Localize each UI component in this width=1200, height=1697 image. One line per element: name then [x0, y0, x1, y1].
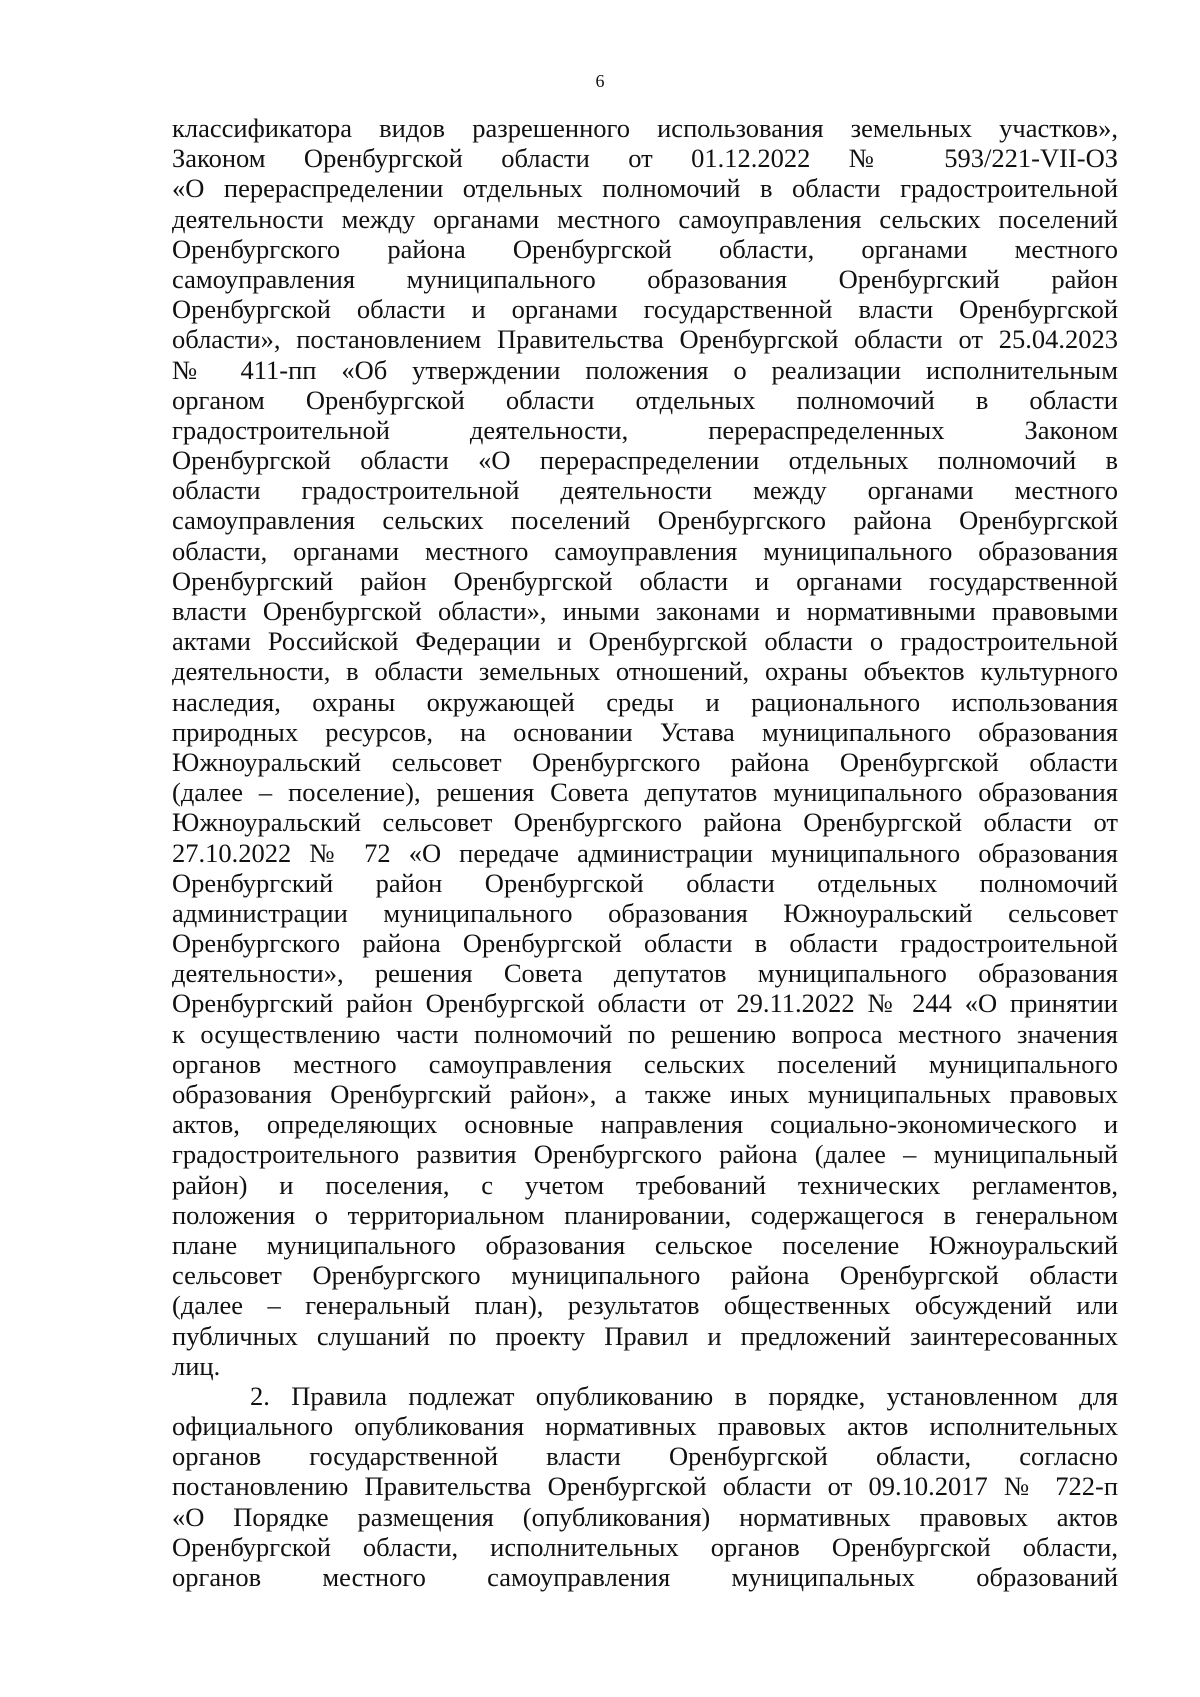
- text-line: органов местного самоуправления муниципальных образований: [172, 1562, 1118, 1592]
- text-line: Законом Оренбургской области от 01.12.2022 № 593/221-VII-ОЗ: [172, 143, 1118, 174]
- text-line: администрации муниципального образования Южноуральский сельсовет: [172, 897, 1118, 928]
- text-line: власти Оренбургской области», иными законами и нормативными правовыми: [172, 596, 1118, 626]
- text-line: градостроительного развития Оренбургского района (далее – муниципальный: [172, 1139, 1118, 1170]
- text-line: области, органами местного самоуправления муниципального образования: [172, 535, 1118, 566]
- text-line: публичных слушаний по проекту Правил и предложений заинтересованных: [172, 1320, 1118, 1351]
- text-line: органов государственной власти Оренбургской области, согласно: [172, 1441, 1118, 1472]
- text-line: Оренбургской области и органами государственной власти Оренбургской: [172, 294, 1118, 325]
- text-line: (далее – поселение), решения Совета депутатов муниципального образования: [172, 777, 1118, 808]
- text-line: Южноуральский сельсовет Оренбургского района Оренбургской области: [172, 746, 1118, 777]
- text-line: (далее – генеральный план), результатов общественных обсуждений или: [172, 1290, 1118, 1321]
- text-line: 27.10.2022 № 72 «О передаче администрации муниципального образования: [172, 837, 1118, 868]
- text-line: Оренбургский район Оренбургской области отдельных полномочий: [172, 867, 1118, 898]
- text-line: наследия, охраны окружающей среды и рационального использования: [172, 686, 1118, 717]
- text-line: официального опубликования нормативных правовых актов исполнительных: [172, 1411, 1118, 1442]
- text-line: актами Российской Федерации и Оренбургской области о градостроительной: [172, 626, 1118, 657]
- text-line: Оренбургской области «О перераспределении отдельных полномочий в: [172, 445, 1118, 476]
- text-line: Оренбургской области, исполнительных органов Оренбургской области,: [172, 1531, 1118, 1562]
- text-line: классификатора видов разрешенного использования земельных участков»,: [172, 113, 1118, 143]
- text-line: области», постановлением Правительства Оренбургской области от 25.04.2023: [172, 324, 1118, 355]
- text-line: самоуправления муниципального образования Оренбургский район: [172, 263, 1118, 294]
- text-line: самоуправления сельских поселений Оренбургского района Оренбургской: [172, 505, 1118, 536]
- text-line: деятельности, в области земельных отношений, охраны объектов культурного: [172, 656, 1118, 687]
- text-line: «О перераспределении отдельных полномочий в области градостроительной: [172, 173, 1118, 204]
- text-line: «О Порядке размещения (опубликования) нормативных правовых актов: [172, 1501, 1118, 1532]
- text-line: Оренбургского района Оренбургской области, органами местного: [172, 233, 1118, 264]
- text-line: органов местного самоуправления сельских поселений муниципального: [172, 1048, 1118, 1079]
- text-line: плане муниципального образования сельское поселение Южноуральский: [172, 1229, 1118, 1260]
- text-line: образования Оренбургский район», а также иных муниципальных правовых: [172, 1079, 1118, 1109]
- document-body: [172, 113, 1118, 1592]
- page-number: 6: [595, 71, 605, 91]
- text-line: положения о территориальном планировании, содержащегося в генеральном: [172, 1199, 1118, 1230]
- text-line: актов, определяющих основные направления социально-экономического и: [172, 1109, 1118, 1140]
- text-line: Оренбургский район Оренбургской области от 29.11.2022 № 244 «О принятии: [172, 988, 1118, 1019]
- text-line: к осуществлению части полномочий по решению вопроса местного значения: [172, 1018, 1118, 1049]
- text-line: Оренбургский район Оренбургской области и органами государственной: [172, 565, 1118, 596]
- text-line: Южноуральский сельсовет Оренбургского района Оренбургской области от: [172, 807, 1118, 838]
- text-line: сельсовет Оренбургского муниципального района Оренбургской области: [172, 1260, 1118, 1291]
- text-line: органом Оренбургской области отдельных полномочий в области: [172, 384, 1118, 415]
- paragraph-start-line: 2. Правила подлежат опубликованию в порядке, установленном для: [250, 1380, 1118, 1411]
- text-line: район) и поселения, с учетом требований технических регламентов,: [172, 1169, 1118, 1200]
- text-line: области градостроительной деятельности между органами местного: [172, 475, 1118, 506]
- text-line: деятельности», решения Совета депутатов муниципального образования: [172, 958, 1118, 989]
- paragraph-end-line: лиц.: [172, 1350, 221, 1381]
- text-line: постановлению Правительства Оренбургской области от 09.10.2017 № 722-п: [172, 1471, 1118, 1502]
- text-line: № 411-пп «Об утверждении положения о реализации исполнительным: [172, 354, 1118, 385]
- text-line: Оренбургского района Оренбургской области в области градостроительной: [172, 928, 1118, 959]
- text-line: природных ресурсов, на основании Устава муниципального образования: [172, 716, 1118, 747]
- text-line: градостроительной деятельности, перераспределенных Законом: [172, 414, 1118, 445]
- text-line: деятельности между органами местного самоуправления сельских поселений: [172, 203, 1118, 234]
